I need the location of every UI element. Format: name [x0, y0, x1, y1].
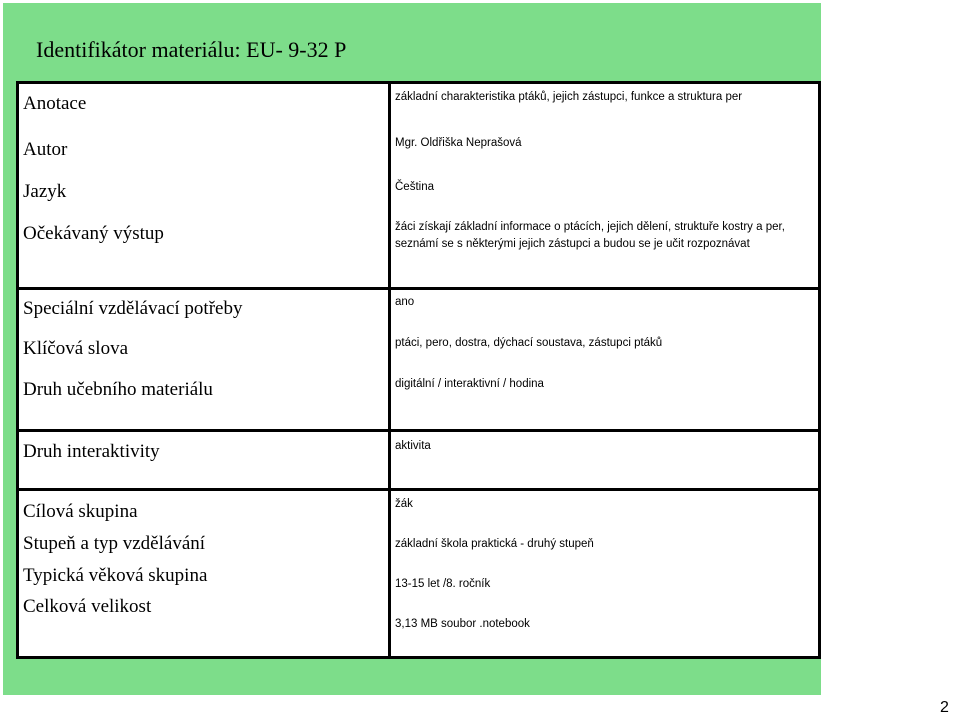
metadata-group-general — [18, 83, 820, 289]
label-expected-outcome: Očekávaný výstup — [23, 223, 164, 244]
value-cell — [390, 431, 820, 490]
value-cell — [390, 490, 820, 658]
value-keywords: ptáci, pero, dostra, dýchací soustava, zástupci ptáků — [395, 337, 663, 349]
label-annotation: Anotace — [23, 93, 87, 114]
label-age-group: Typická věková skupina — [23, 565, 208, 586]
metadata-table — [16, 81, 821, 659]
value-cell — [390, 289, 820, 431]
value-author: Mgr. Oldřiška Neprašová — [395, 137, 522, 149]
metadata-group-material — [18, 289, 820, 431]
label-language: Jazyk — [23, 181, 67, 202]
label-cell — [18, 289, 390, 431]
value-annotation: základní charakteristika ptáků, jejich zástupci, funkce a struktura per — [395, 91, 743, 103]
label-keywords: Klíčová slova — [23, 338, 129, 359]
value-total-size: 3,13 MB soubor .notebook — [395, 618, 530, 630]
page-number: 2 — [940, 699, 949, 716]
metadata-group-interactivity — [18, 431, 820, 490]
label-author: Autor — [23, 139, 68, 160]
value-material-type: digitální / interaktivní / hodina — [395, 378, 544, 390]
value-target-group: žák — [395, 498, 413, 510]
label-education-level: Stupeň a typ vzdělávání — [23, 533, 206, 554]
slide — [3, 3, 821, 695]
label-target-group: Cílová skupina — [23, 501, 138, 522]
label-special-needs: Speciální vzdělávací potřeby — [23, 298, 243, 319]
value-special-needs: ano — [395, 296, 415, 308]
material-identifier-title: Identifikátor materiálu: EU- 9-32 P — [36, 37, 347, 62]
label-interactivity-type: Druh interaktivity — [23, 441, 160, 462]
value-education-level: základní škola praktická - druhý stupeň — [395, 538, 594, 550]
value-interactivity-type: aktivita — [395, 440, 431, 452]
value-language: Čeština — [395, 181, 434, 193]
metadata-group-audience — [18, 490, 820, 658]
value-cell — [390, 83, 820, 289]
label-material-type: Druh učebního materiálu — [23, 379, 213, 400]
label-cell — [18, 83, 390, 289]
label-cell — [18, 431, 390, 490]
label-total-size: Celková velikost — [23, 596, 152, 617]
value-expected-outcome: žáci získají základní informace o ptácích, jejich dělení, struktuře kostry a per, seznámí se s některými jejich zástupci a budou se je učit rozpoznávat — [395, 221, 785, 250]
label-cell — [18, 490, 390, 658]
value-age-group: 13-15 let /8. ročník — [395, 578, 491, 590]
